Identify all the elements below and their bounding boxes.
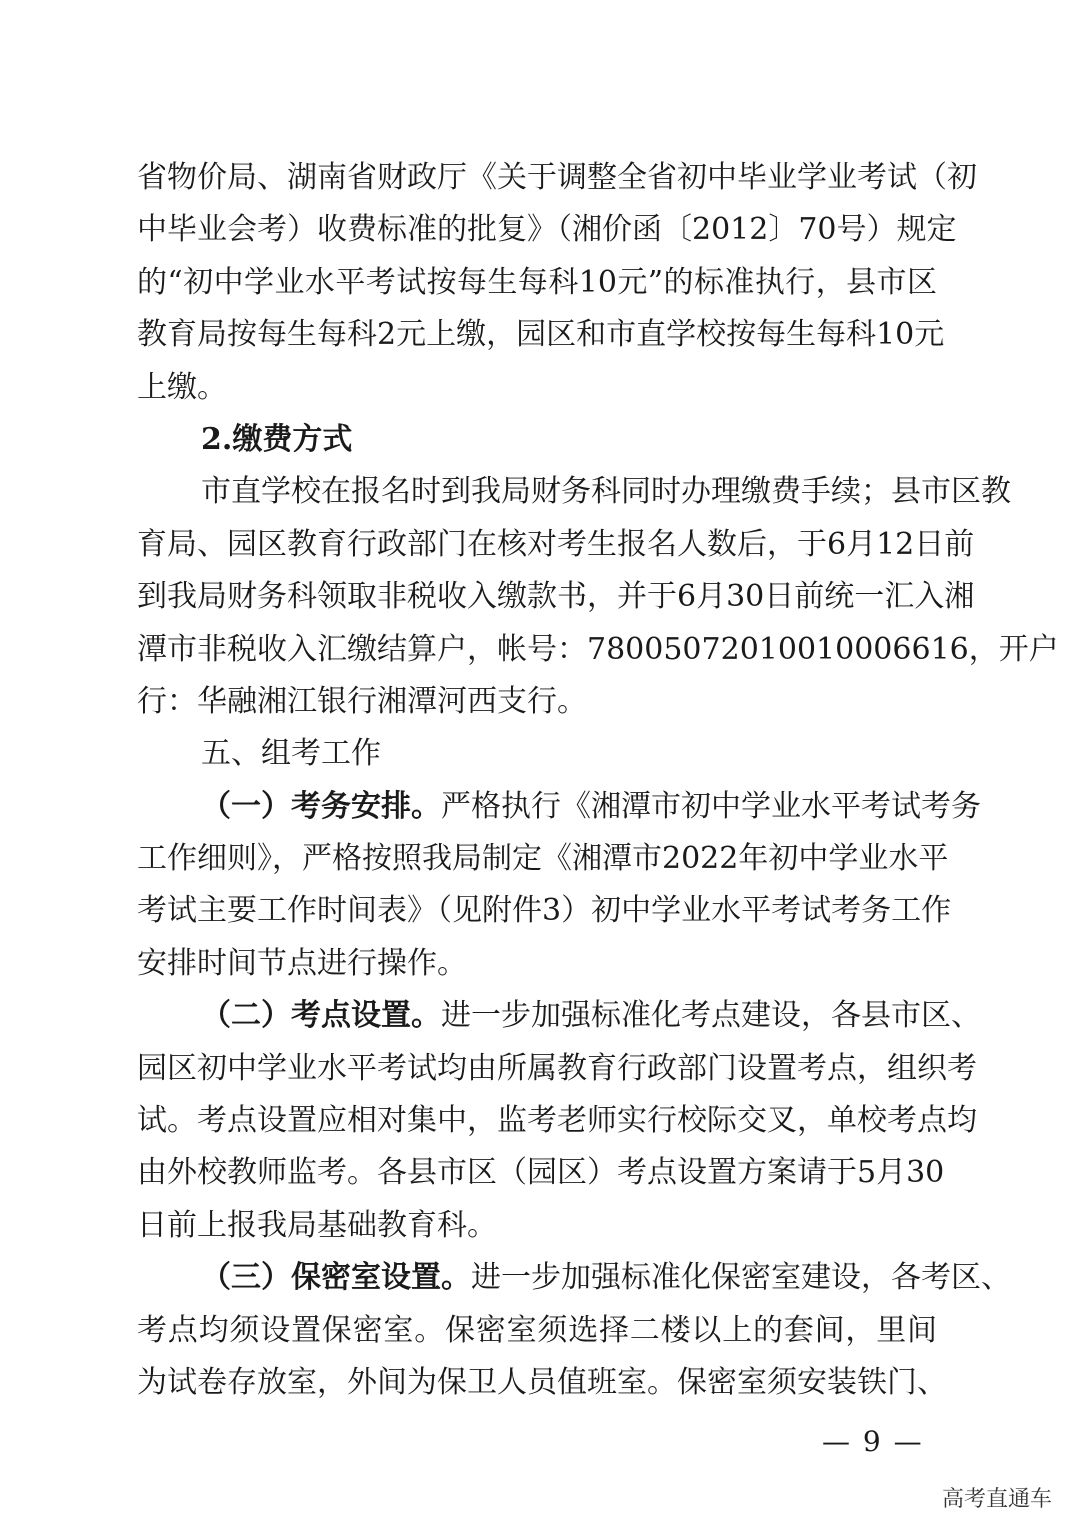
- text-line: [137, 414, 937, 466]
- line-text: 工作细则》，严格按照我局制定《湘潭市2022年初中学业水平: [137, 841, 949, 877]
- bold-heading: （三）保密室设置。: [201, 1260, 471, 1296]
- line-text: 试。考点设置应相对集中，监考老师实行校际交叉，单校考点均: [137, 1103, 977, 1139]
- page-number: — 9 —: [822, 1425, 924, 1458]
- line-text: 五、组考工作: [201, 736, 381, 772]
- line-text: 到我局财务科领取非税收入缴款书，并于6月30日前统一汇入湘: [137, 579, 975, 615]
- text-line: [137, 990, 981, 1042]
- text-line: [137, 1357, 947, 1409]
- line-text: 行：华融湘江银行湘潭河西支行。: [137, 683, 587, 719]
- line-text: 的“初中学业水平考试按每生每科10元”的标准执行，县市区: [137, 264, 937, 300]
- text-line: [137, 781, 981, 833]
- line-text: 中毕业会考）收费标准的批复》（湘价函〔2012〕70号）规定: [137, 212, 957, 248]
- line-text: 为试卷存放室，外间为保卫人员值班室。保密室须安装铁门、: [137, 1364, 947, 1400]
- text-line: [137, 1043, 977, 1095]
- line-text: 教育局按每生每科2元上缴，园区和市直学校按每生每科10元: [137, 317, 945, 353]
- text-line: [137, 257, 937, 309]
- line-text: 严格执行《湘潭市初中学业水平考试考务: [441, 788, 981, 824]
- text-line: [137, 833, 949, 885]
- text-line: [137, 676, 937, 728]
- text-line: [137, 309, 945, 361]
- text-line: [137, 885, 952, 937]
- text-line: [137, 938, 937, 990]
- line-text: 市直学校在报名时到我局财务科同时办理缴费手续；县市区教: [201, 474, 1011, 510]
- watermark: 高考直通车: [941, 1487, 1052, 1512]
- line-text: 日前上报我局基础教育科。: [137, 1207, 497, 1243]
- bold-heading: （一）考务安排。: [201, 788, 441, 824]
- bold-heading: 2.缴费方式: [201, 421, 353, 457]
- line-text: 由外校教师监考。各县市区（园区）考点设置方案请于5月30: [137, 1155, 945, 1191]
- text-line: [137, 1147, 945, 1199]
- line-text: 潭市非税收入汇缴结算户，帐号：78005072010010006616，开户: [137, 631, 1059, 667]
- text-line: [137, 571, 975, 623]
- text-line: [137, 466, 1011, 518]
- document-body: [137, 152, 1059, 1409]
- line-text: 考点均须设置保密室。保密室须选择二楼以上的套间，里间: [137, 1312, 937, 1348]
- line-text: 上缴。: [137, 369, 227, 405]
- bold-heading: （二）考点设置。: [201, 998, 441, 1034]
- text-line: [137, 519, 975, 571]
- text-line: [137, 204, 957, 256]
- text-line: [137, 1252, 1011, 1304]
- text-line: [137, 152, 977, 204]
- line-text: 进一步加强标准化考点建设，各县市区、: [441, 998, 981, 1034]
- line-text: 省物价局、湖南省财政厅《关于调整全省初中毕业学业考试（初: [137, 160, 977, 195]
- text-line: [137, 1095, 977, 1147]
- line-text: 安排时间节点进行操作。: [137, 945, 467, 981]
- line-text: 育局、园区教育行政部门在核对考生报名人数后，于6月12日前: [137, 526, 975, 562]
- line-text: 进一步加强标准化保密室建设，各考区、: [471, 1260, 1011, 1296]
- text-line: [137, 624, 1059, 676]
- text-line: [137, 362, 937, 414]
- text-line: [137, 728, 937, 780]
- text-line: [137, 1305, 937, 1357]
- line-text: 园区初中学业水平考试均由所属教育行政部门设置考点，组织考: [137, 1050, 977, 1086]
- line-text: 考试主要工作时间表》（见附件3）初中学业水平考试考务工作: [137, 893, 952, 929]
- text-line: [137, 1200, 937, 1252]
